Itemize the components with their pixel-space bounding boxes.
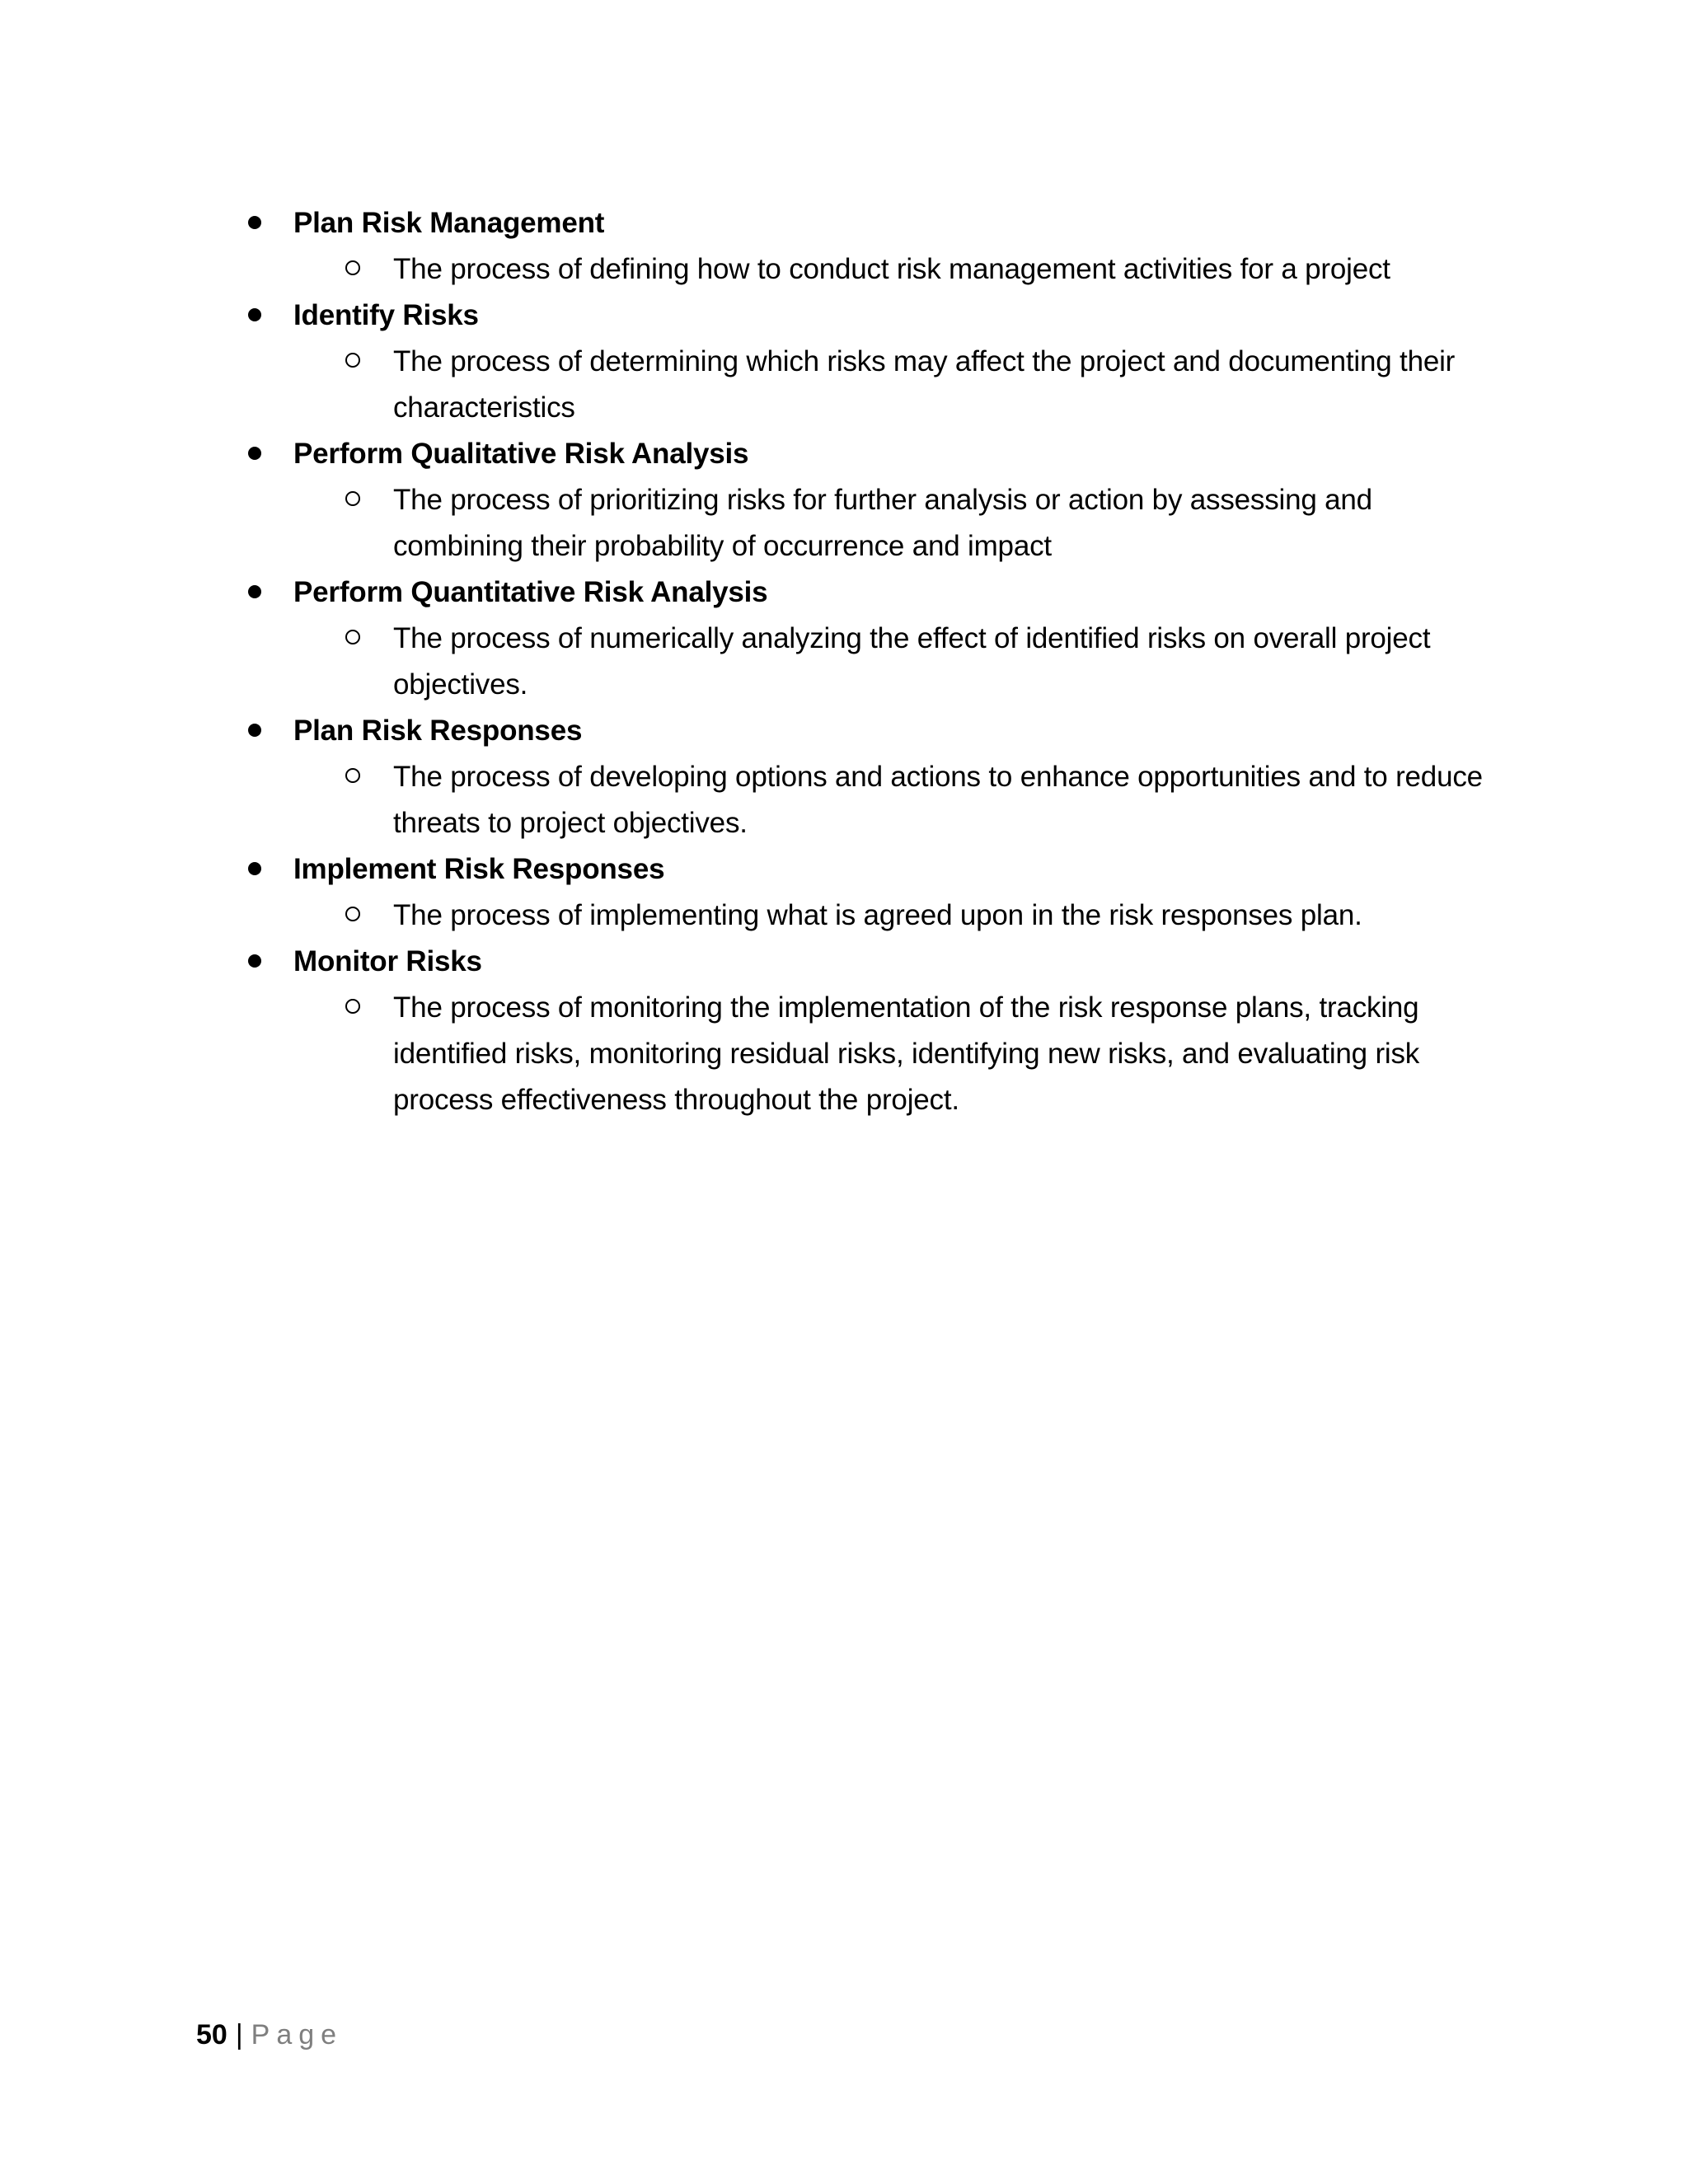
process-description [0, 339, 1489, 431]
process-heading [0, 293, 1688, 339]
process-description-text: The process of prioritizing risks for further analysis or action by assessing and combining their probability of occurrence and impact [393, 484, 1372, 562]
process-description-text: The process of monitoring the implementation of the risk response plans, tracking identified risks, monitoring residual risks, identifying new risks, and evaluating risk process effectiveness throughout the project. [393, 991, 1420, 1116]
process-description [0, 754, 1489, 846]
hollow-bullet-icon [345, 491, 360, 506]
hollow-bullet-icon [345, 630, 360, 644]
process-heading [0, 569, 1688, 616]
bullet-icon [248, 308, 261, 321]
process-description-text: The process of implementing what is agreed upon in the risk responses plan. [393, 899, 1362, 931]
process-title: Plan Risk Management [293, 207, 605, 239]
process-title: Implement Risk Responses [293, 853, 665, 885]
process-title: Plan Risk Responses [293, 715, 583, 747]
process-title: Identify Risks [293, 299, 479, 331]
hollow-bullet-icon [345, 260, 360, 275]
process-heading [0, 846, 1688, 893]
process-description [0, 616, 1489, 708]
process-title: Perform Quantitative Risk Analysis [293, 576, 768, 608]
footer-separator: | [235, 2019, 243, 2050]
page-footer [196, 2014, 343, 2055]
hollow-bullet-icon [345, 768, 360, 783]
list-item [0, 293, 1688, 431]
bullet-icon [248, 585, 261, 598]
risk-process-list [0, 200, 1688, 1123]
process-description-text: The process of developing options and actions to enhance opportunities and to reduce threats to project objectives. [393, 761, 1483, 839]
list-item [0, 939, 1688, 1123]
bullet-icon [248, 862, 261, 875]
process-heading [0, 939, 1688, 985]
process-heading [0, 200, 1688, 246]
list-item [0, 200, 1688, 293]
list-item [0, 708, 1688, 846]
process-description [0, 477, 1489, 569]
bullet-icon [248, 447, 261, 460]
process-description-text: The process of numerically analyzing the effect of identified risks on overall project objectives. [393, 622, 1431, 701]
list-item [0, 569, 1688, 708]
process-title: Monitor Risks [293, 945, 482, 977]
process-description [0, 246, 1489, 293]
process-heading [0, 708, 1688, 754]
hollow-bullet-icon [345, 999, 360, 1014]
bullet-icon [248, 216, 261, 229]
list-item [0, 846, 1688, 939]
process-description [0, 985, 1489, 1123]
hollow-bullet-icon [345, 907, 360, 921]
process-description [0, 893, 1489, 939]
process-heading [0, 431, 1688, 477]
process-title: Perform Qualitative Risk Analysis [293, 438, 749, 470]
process-description-text: The process of determining which risks may affect the project and documenting their characteristics [393, 345, 1456, 424]
process-description-text: The process of defining how to conduct risk management activities for a project [393, 253, 1390, 285]
page-number: 50 [196, 2019, 227, 2050]
bullet-icon [248, 954, 261, 968]
list-item [0, 431, 1688, 569]
page-label: Page [251, 2019, 344, 2050]
bullet-icon [248, 724, 261, 737]
hollow-bullet-icon [345, 353, 360, 368]
